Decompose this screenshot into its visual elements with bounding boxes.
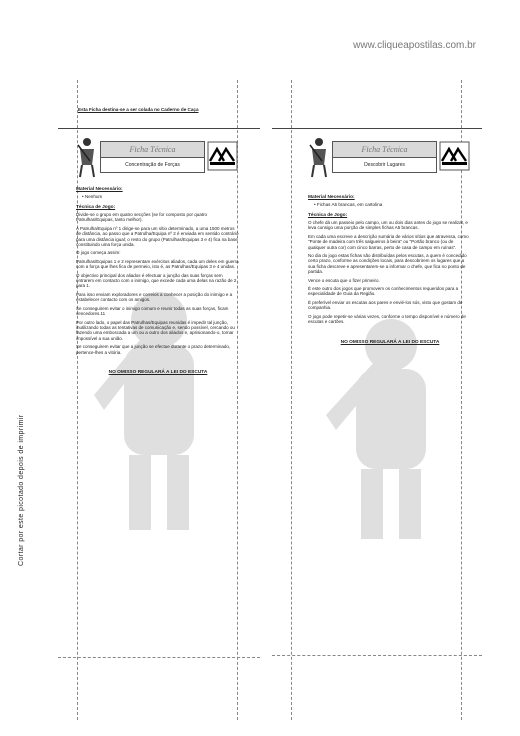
- paragraph: É preferível enviar os escutas aos pares e envié-los sós, visto que gostam de companhia.: [308, 299, 463, 311]
- card-header: [76, 135, 240, 179]
- card-subtitle: Descobrir Lugares: [333, 157, 436, 173]
- footer-motto: NO OMISSO REGULARÁ A LEI DO ESCUTA: [340, 339, 440, 345]
- material-heading: Material Necessário:: [76, 187, 123, 192]
- technique-heading: Técnica de Jogo:: [308, 213, 348, 218]
- title-box: [100, 141, 205, 173]
- card-subtitle: Concentração de Forças: [101, 157, 204, 173]
- fold-line: [272, 128, 482, 129]
- paragraph: Para isso enviam exploradores e correios a conhecer a posição do inimigo e a estabelecer contacto com os amigos.: [76, 291, 233, 303]
- paragraph: O chefe dá um passeio pelo campo, um ou dois dias antes do jogo se realizar, e leva consigo uma porção de simples fichas A5 brancas.: [308, 220, 468, 231]
- paragraph: Divide-se o grupo em quatro secções (se for composto por quatro Patrulhas/Equipas, tanto melhor).: [76, 212, 208, 223]
- scout-figure-icon: [308, 135, 330, 179]
- material-heading: Material Necessário:: [308, 195, 355, 200]
- card-body: [308, 195, 472, 345]
- material-item: • Fichas A5 brancas, em cartolina: [314, 202, 472, 207]
- paragraph: Vence o escuta que o fizer primeiro.: [308, 277, 380, 283]
- material-item: • Nenhum: [82, 194, 240, 199]
- cut-line: [291, 80, 292, 720]
- paragraph: Por outro lado, o papel das Patrulhas/Equipas reunidas é impedir tal junção, inutilizando todas as tentativas de comunicação e, sendo possível, cercando ou fazendo uma emboscada a um ou a outro dos aliados e, aprisionando-o, tornar impossível a sua união.: [76, 319, 235, 341]
- paragraph: O jogo começa assim:: [76, 250, 121, 256]
- site-url: www.cliqueapostilas.com.br: [353, 40, 476, 51]
- paragraph: Se conseguirem evitar que a junção se efectue durante o prazo determinado, pertence-lhes a vitória.: [76, 344, 231, 355]
- scout-figure-icon: [76, 135, 98, 179]
- paragraph: A Patrulha/Equipa nº 1 dirige-se para um sítio determinado, a uma 1500 metros de distância, ao passo que a Patrulha/Equipa nº 2 é enviada em sentido contrário para uma distância igual; o resto do grupo (Patrulhas/Equipas 3 e 4) fica na base constituindo uma força unida.: [76, 225, 239, 248]
- scout-logo-icon: [439, 141, 470, 171]
- paragraph: Se conseguirem evitar o inimigo comum e reunir todas as suas forças, ficam vencedores.11: [76, 305, 229, 317]
- fold-line: [58, 128, 260, 129]
- scout-logo-icon: [207, 141, 238, 171]
- card-header: [308, 135, 472, 179]
- card-title: Ficha Técnica: [101, 142, 204, 157]
- glue-note: Esta Ficha destina-se a ser colada no Caderno de Caça: [78, 107, 199, 112]
- paragraph: Em cada uma escreve a descrição sumária de vários sítios que atravessa, como "Ponte de madeira com três salgueiros à beira" ou "Portão branco (ou de qualquer outra cor) com cinco barras, perto de casa de campo em ruínas".: [308, 233, 469, 250]
- card-body: [76, 187, 240, 375]
- technique-heading: Técnica de Jogo:: [76, 205, 116, 210]
- card-concentracao: [76, 135, 240, 535]
- footer-motto: NO OMISSO REGULARÁ A LEI DO ESCUTA: [108, 369, 208, 375]
- paragraph: O objectivo principal dos aliados é efectuar a junção das suas forças sem entrarem em contacto com o inimigo, que excede cada uma delas na razão de 2 para 1.: [76, 272, 237, 289]
- paragraph: Patrulhas/Equipas 1 e 2 representam exércitos aliados, cada um deles em guerra com a força que lhes fica de permeio, isto é, as Patrulhas/Equipas 3 e 4 unidas.: [76, 258, 239, 270]
- card-descobrir-lugares: [308, 135, 472, 535]
- cut-line: [58, 657, 260, 658]
- paragraph: É este outro dos jogos que promovem os conhecimentos requeridos para a especialidade de Guia da Região.: [308, 286, 459, 297]
- cut-instruction: Cortar por este picotado depois de imprimir: [18, 414, 25, 566]
- paragraph: No dia do jogo estas fichas são distribuídas pelos escutas, a quem é concedido certo prazo, conforme as condições locais, para descobrirem os lugares que a sua ficha descreve e apresentarem-se a informar o chefe, que fica no ponto de partida.: [308, 253, 467, 275]
- paragraph: O jogo pode repetir-se várias vezes, conforme o tempo disponível e número de escutas e cartões.: [308, 313, 466, 325]
- cut-line: [272, 655, 482, 656]
- card-title: Ficha Técnica: [333, 142, 436, 157]
- title-box: [332, 141, 437, 173]
